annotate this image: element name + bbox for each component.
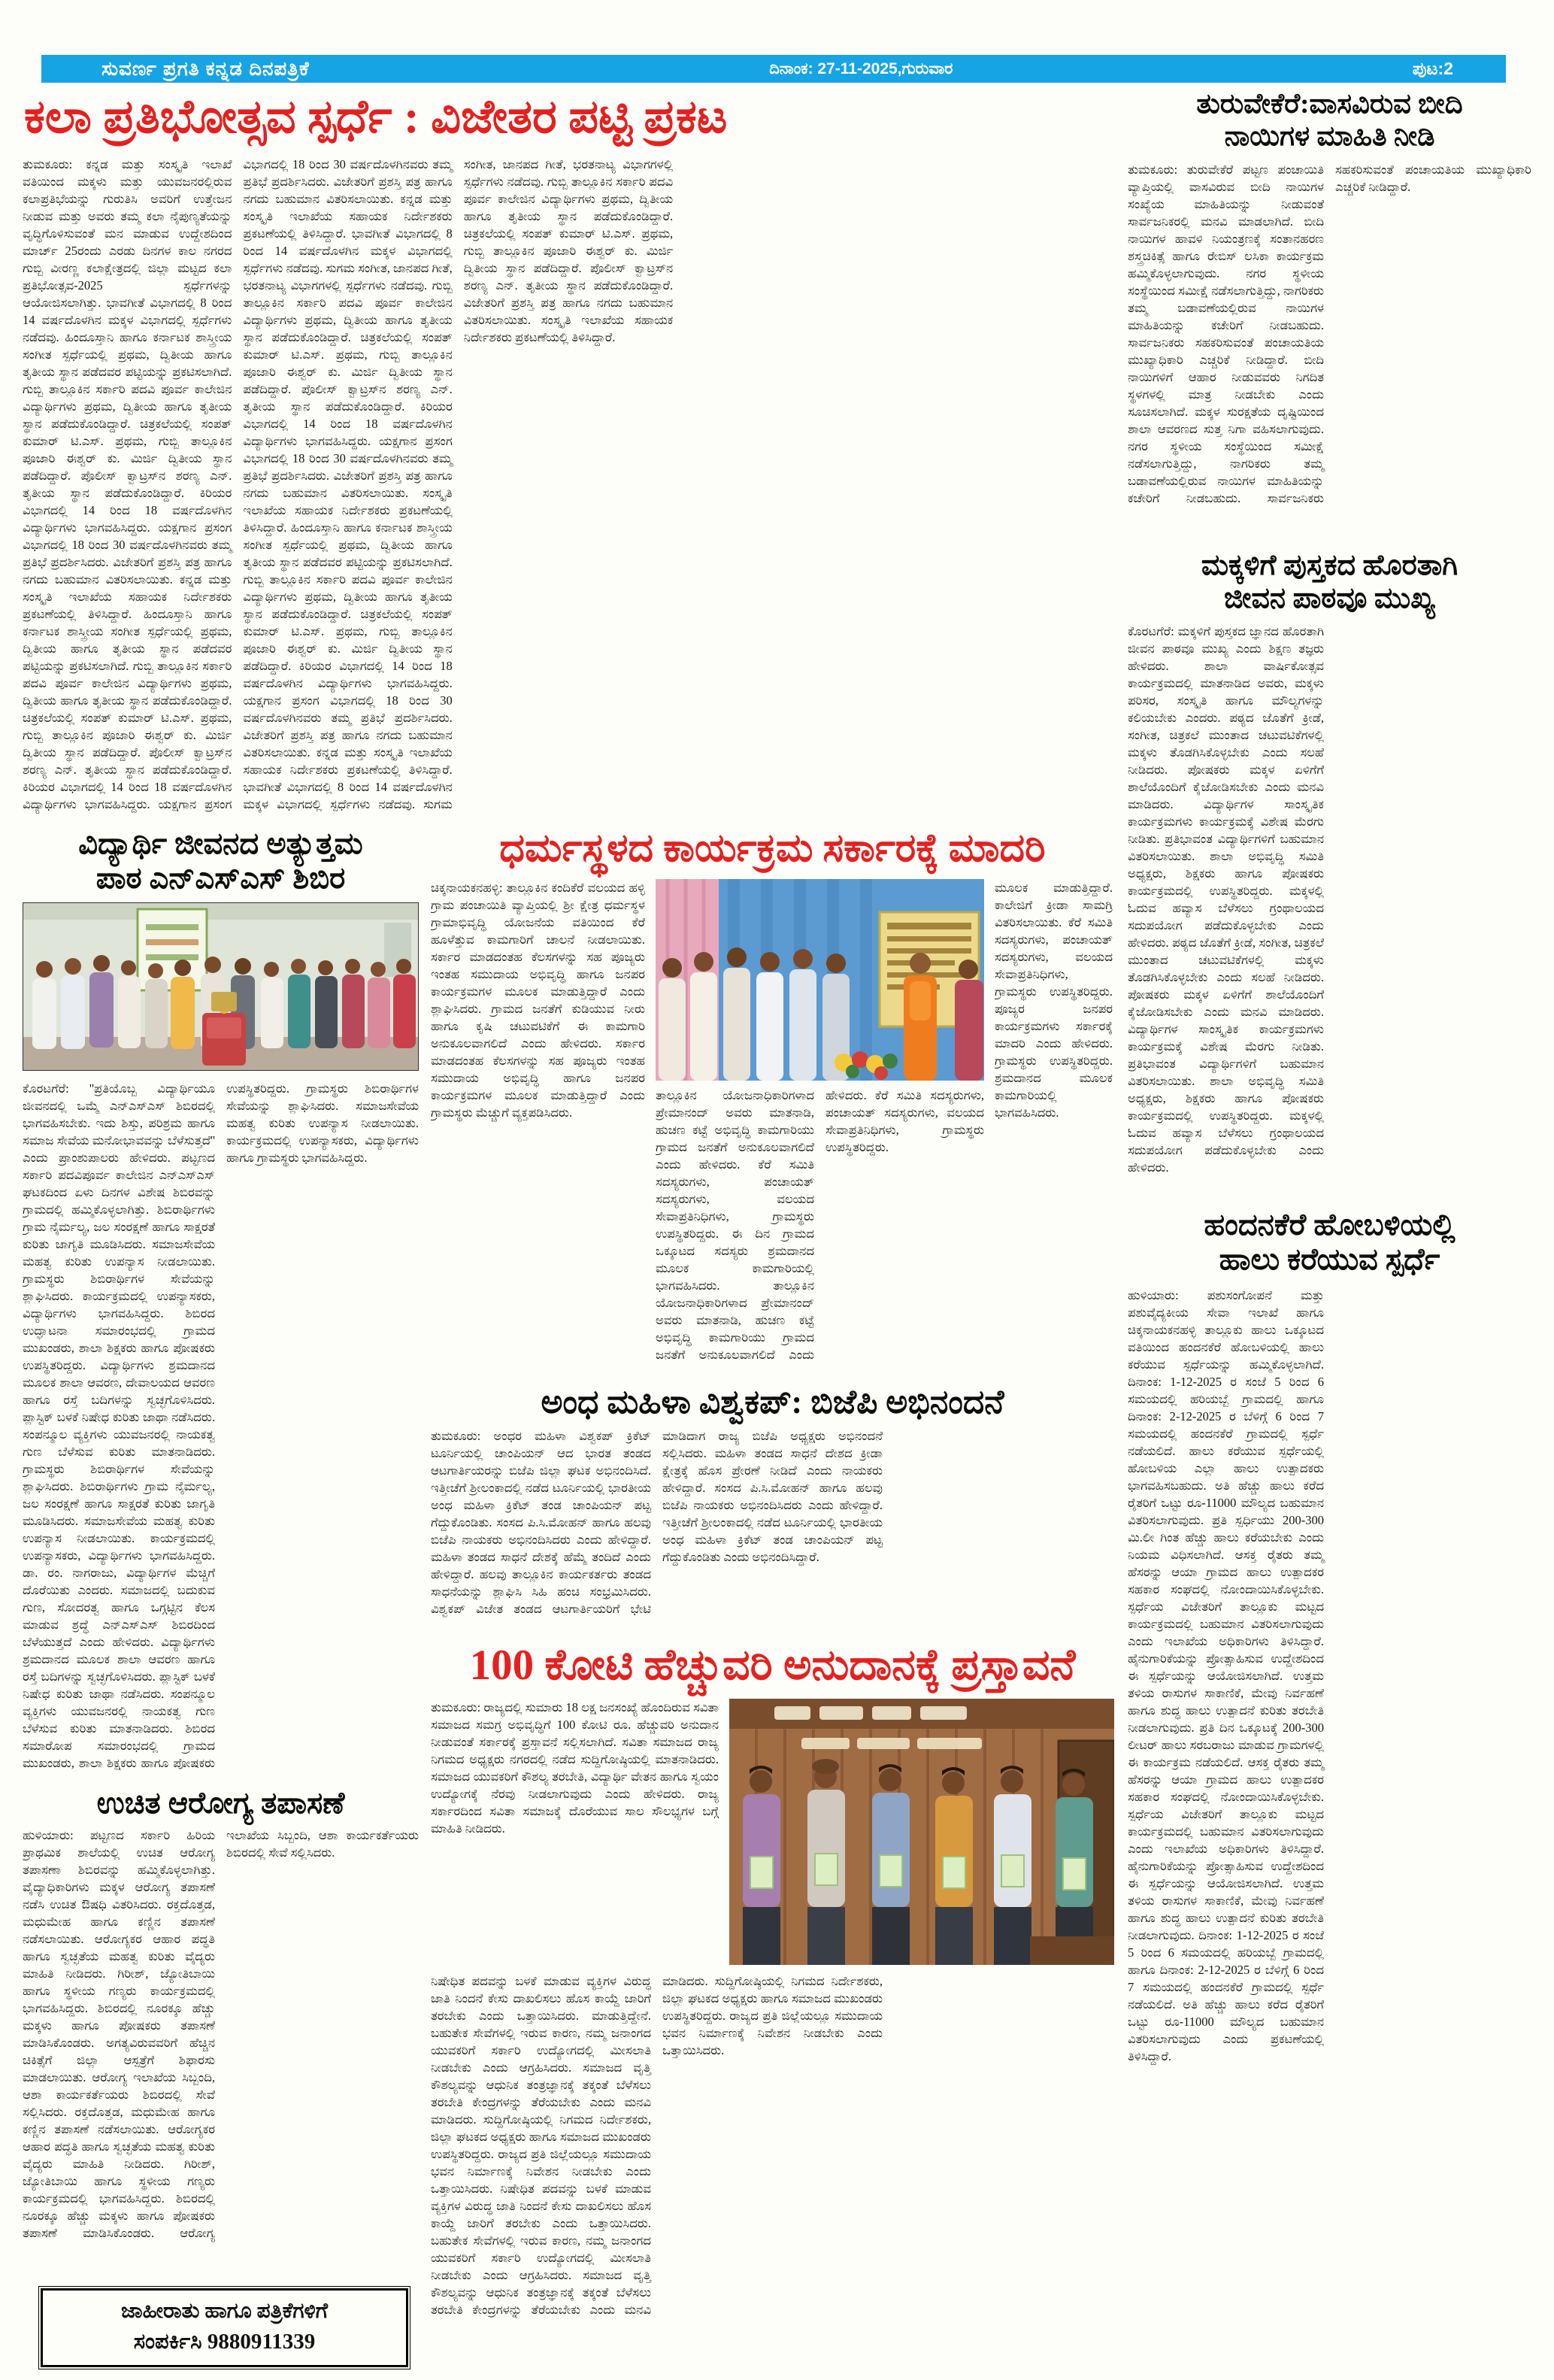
photo-dharmasthala-event — [656, 879, 984, 1081]
main-article-body: ತುಮಕೂರು: ಕನ್ನಡ ಮತ್ತು ಸಂಸ್ಕೃತಿ ಇಲಾಖೆ ವತಿಯಿಂದ ಮಕ್ಕಳು ಮತ್ತು ಯುವಜನರಲ್ಲಿರುವ ಕಲಾಪ್ರತಿಭೆಯನ್ನು ಗುರುತಿಸಿ ಅವರಿಗೆ ಉತ್ತೇಜನ ನೀಡುವ ಮತ್ತು ಅವರು ತಮ್ಮ ಕಲಾ ನೈಪುಣ್ಯತೆಯನ್ನು ವೃದ್ಧಿಗೊಳಿಸುವಂತೆ ಮನ ಮಾಡುವ ಉದ್ದೇಶದಿಂದ ಮಾರ್ಚ್ 25ರಂದು ಎರಡು ದಿನಗಳ ಕಾಲ ನಗರದ ಗುಬ್ಬಿ ವೀರಣ್ಣ ಕಲಾಕ್ಷೇತ್ರದಲ್ಲಿ ಜಿಲ್ಲಾ ಮಟ್ಟದ ಕಲಾ ಪ್ರತಿಭೋತ್ಸವ-2025 ಸ್ಪರ್ಧೆಗಳನ್ನು ಆಯೋಜಿಸಲಾಗಿತ್ತು. ಭಾವಗೀತೆ ವಿಭಾಗದಲ್ಲಿ 8 ರಿಂದ 14 ವರ್ಷದೊಳಗಿನ ಮಕ್ಕಳ ವಿಭಾಗದಲ್ಲಿ ಸ್ಪರ್ಧೆಗಳು ನಡೆದವು. ಹಿಂದೂಸ್ತಾನಿ ಹಾಗೂ ಕರ್ನಾಟಕ ಶಾಸ್ತ್ರೀಯ ಸಂಗೀತ ಸ್ಪರ್ಧೆಯಲ್ಲಿ ಪ್ರಥಮ, ದ್ವಿತೀಯ ಹಾಗೂ ತೃತೀಯ ಸ್ಥಾನ ಪಡೆದವರ ಪಟ್ಟಿಯನ್ನು ಪ್ರಕಟಿಸಲಾಗಿದೆ. ಗುಬ್ಬಿ ತಾಲ್ಲೂಕಿನ ಸರ್ಕಾರಿ ಪದವಿ ಪೂರ್ವ ಕಾಲೇಜಿನ ವಿದ್ಯಾರ್ಥಿಗಳು ಪ್ರಥಮ, ದ್ವಿತೀಯ ಹಾಗೂ ತೃತೀಯ ಸ್ಥಾನ ಪಡೆದುಕೊಂಡಿದ್ದಾರೆ. ಚಿತ್ರಕಲೆಯಲ್ಲಿ ಸಂಪತ್ ಕುಮಾರ್ ಟಿ.ಎಸ್. ಪ್ರಥಮ, ಗುಬ್ಬಿ ತಾಲ್ಲೂಕಿನ ಪೂಜಾರಿ ಈಶ್ವರ್ ಕು. ಮಿರ್ಜಿ ದ್ವಿತೀಯ ಸ್ಥಾನ ಪಡೆದಿದ್ದಾರೆ. ಪೊಲೀಸ್ ಕ್ವಾಟ್ರಸ್‌ನ ಶರಣ್ಯ ಎನ್. ತೃತೀಯ ಸ್ಥಾನ ಪಡೆದುಕೊಂಡಿದ್ದಾರೆ. ಕಿರಿಯರ ವಿಭಾಗದಲ್ಲಿ 14 ರಿಂದ 18 ವರ್ಷದೊಳಗಿನ ವಿದ್ಯಾರ್ಥಿಗಳು ಭಾಗವಹಿಸಿದ್ದರು. ಯಕ್ಷಗಾನ ಪ್ರಸಂಗ ವಿಭಾಗದಲ್ಲಿ 18 ರಿಂದ 30 ವರ್ಷದೊಳಗಿನವರು ತಮ್ಮ ಪ್ರತಿಭೆ ಪ್ರದರ್ಶಿಸಿದರು. ವಿಜೇತರಿಗೆ ಪ್ರಶಸ್ತಿ ಪತ್ರ ಹಾಗೂ ನಗದು ಬಹುಮಾನ ವಿತರಿಸಲಾಯಿತು. ಕನ್ನಡ ಮತ್ತು ಸಂಸ್ಕೃತಿ ಇಲಾಖೆಯ ಸಹಾಯಕ ನಿರ್ದೇಶಕರು ಪ್ರಕಟಣೆಯಲ್ಲಿ ತಿಳಿಸಿದ್ದಾರೆ. ಹಿಂದೂಸ್ತಾನಿ ಹಾಗೂ ಕರ್ನಾಟಕ ಶಾಸ್ತ್ರೀಯ ಸಂಗೀತ ಸ್ಪರ್ಧೆಯಲ್ಲಿ ಪ್ರಥಮ, ದ್ವಿತೀಯ ಹಾಗೂ ತೃತೀಯ ಸ್ಥಾನ ಪಡೆದವರ ಪಟ್ಟಿಯನ್ನು ಪ್ರಕಟಿಸಲಾಗಿದೆ. ಗುಬ್ಬಿ ತಾಲ್ಲೂಕಿನ ಸರ್ಕಾರಿ ಪದವಿ ಪೂರ್ವ ಕಾಲೇಜಿನ ವಿದ್ಯಾರ್ಥಿಗಳು ಪ್ರಥಮ, ದ್ವಿತೀಯ ಹಾಗೂ ತೃತೀಯ ಸ್ಥಾನ ಪಡೆದುಕೊಂಡಿದ್ದಾರೆ. ಚಿತ್ರಕಲೆಯಲ್ಲಿ ಸಂಪತ್ ಕುಮಾರ್ ಟಿ.ಎಸ್. ಪ್ರಥಮ, ಗುಬ್ಬಿ ತಾಲ್ಲೂಕಿನ ಪೂಜಾರಿ ಈಶ್ವರ್ ಕು. ಮಿರ್ಜಿ ದ್ವಿತೀಯ ಸ್ಥಾನ ಪಡೆದಿದ್ದಾರೆ. ಪೊಲೀಸ್ ಕ್ವಾಟ್ರಸ್‌ನ ಶರಣ್ಯ ಎನ್. ತೃತೀಯ ಸ್ಥಾನ ಪಡೆದುಕೊಂಡಿದ್ದಾರೆ. ಕಿರಿಯರ ವಿಭಾಗದಲ್ಲಿ 14 ರಿಂದ 18 ವರ್ಷದೊಳಗಿನ ವಿದ್ಯಾರ್ಥಿಗಳು ಭಾಗವಹಿಸಿದ್ದರು. ಯಕ್ಷಗಾನ ಪ್ರಸಂಗ ವಿಭಾಗದಲ್ಲಿ 18 ರಿಂದ 30 ವರ್ಷದೊಳಗಿನವರು ತಮ್ಮ ಪ್ರತಿಭೆ ಪ್ರದರ್ಶಿಸಿದರು. ವಿಜೇತರಿಗೆ ಪ್ರಶಸ್ತಿ ಪತ್ರ ಹಾಗೂ ನಗದು ಬಹುಮಾನ ವಿತರಿಸಲಾಯಿತು. ಕನ್ನಡ ಮತ್ತು ಸಂಸ್ಕೃತಿ ಇಲಾಖೆಯ ಸಹಾಯಕ ನಿರ್ದೇಶಕರು ಪ್ರಕಟಣೆಯಲ್ಲಿ ತಿಳಿಸಿದ್ದಾರೆ. ಭಾವಗೀತೆ ವಿಭಾಗದಲ್ಲಿ 8 ರಿಂದ 14 ವರ್ಷದೊಳಗಿನ ಮಕ್ಕಳ ವಿಭಾಗದಲ್ಲಿ ಸ್ಪರ್ಧೆಗಳು ನಡೆದವು. ಸುಗಮ ಸಂಗೀತ, ಜಾನಪದ ಗೀತೆ, ಭರತನಾಟ್ಯ ವಿಭಾಗಗಳಲ್ಲಿ ಸ್ಪರ್ಧೆಗಳು ನಡೆದವು. ಗುಬ್ಬಿ ತಾಲ್ಲೂಕಿನ ಸರ್ಕಾರಿ ಪದವಿ ಪೂರ್ವ ಕಾಲೇಜಿನ ವಿದ್ಯಾರ್ಥಿಗಳು ಪ್ರಥಮ, ದ್ವಿತೀಯ ಹಾಗೂ ತೃತೀಯ ಸ್ಥಾನ ಪಡೆದುಕೊಂಡಿದ್ದಾರೆ. ಚಿತ್ರಕಲೆಯಲ್ಲಿ ಸಂಪತ್ ಕುಮಾರ್ ಟಿ.ಎಸ್. ಪ್ರಥಮ, ಗುಬ್ಬಿ ತಾಲ್ಲೂಕಿನ ಪೂಜಾರಿ ಈಶ್ವರ್ ಕು. ಮಿರ್ಜಿ ದ್ವಿತೀಯ ಸ್ಥಾನ ಪಡೆದಿದ್ದಾರೆ. ಪೊಲೀಸ್ ಕ್ವಾಟ್ರಸ್‌ನ ಶರಣ್ಯ ಎನ್. ತೃತೀಯ ಸ್ಥಾನ ಪಡೆದುಕೊಂಡಿದ್ದಾರೆ. ಕಿರಿಯರ ವಿಭಾಗದಲ್ಲಿ 14 ರಿಂದ 18 ವರ್ಷದೊಳಗಿನ ವಿದ್ಯಾರ್ಥಿಗಳು ಭಾಗವಹಿಸಿದ್ದರು. ಯಕ್ಷಗಾನ ಪ್ರಸಂಗ ವಿಭಾಗದಲ್ಲಿ 18 ರಿಂದ 30 ವರ್ಷದೊಳಗಿನವರು ತಮ್ಮ ಪ್ರತಿಭೆ ಪ್ರದರ್ಶಿಸಿದರು. ವಿಜೇತರಿಗೆ ಪ್ರಶಸ್ತಿ ಪತ್ರ ಹಾಗೂ ನಗದು ಬಹುಮಾನ ವಿತರಿಸಲಾಯಿತು. ಸಂಸ್ಕೃತಿ ಇಲಾಖೆಯ ಸಹಾಯಕ ನಿರ್ದೇಶಕರು ಪ್ರಕಟಣೆಯಲ್ಲಿ ತಿಳಿಸಿದ್ದಾರೆ. ಹಿಂದೂಸ್ತಾನಿ ಹಾಗೂ ಕರ್ನಾಟಕ ಶಾಸ್ತ್ರೀಯ ಸಂಗೀತ ಸ್ಪರ್ಧೆಯಲ್ಲಿ ಪ್ರಥಮ, ದ್ವಿತೀಯ ಹಾಗೂ ತೃತೀಯ ಸ್ಥಾನ ಪಡೆದವರ ಪಟ್ಟಿಯನ್ನು ಪ್ರಕಟಿಸಲಾಗಿದೆ. ಗುಬ್ಬಿ ತಾಲ್ಲೂಕಿನ ಸರ್ಕಾರಿ ಪದವಿ ಪೂರ್ವ ಕಾಲೇಜಿನ ವಿದ್ಯಾರ್ಥಿಗಳು ಪ್ರಥಮ, ದ್ವಿತೀಯ ಹಾಗೂ ತೃತೀಯ ಸ್ಥಾನ ಪಡೆದುಕೊಂಡಿದ್ದಾರೆ. ಚಿತ್ರಕಲೆಯಲ್ಲಿ ಸಂಪತ್ ಕುಮಾರ್ ಟಿ.ಎಸ್. ಪ್ರಥಮ, ಗುಬ್ಬಿ ತಾಲ್ಲೂಕಿನ ಪೂಜಾರಿ ಈಶ್ವರ್ ಕು. ಮಿರ್ಜಿ ದ್ವಿತೀಯ ಸ್ಥಾನ ಪಡೆದಿದ್ದಾರೆ. ಕಿರಿಯರ ವಿಭಾಗದಲ್ಲಿ 14 ರಿಂದ 18 ವರ್ಷದೊಳಗಿನ ವಿದ್ಯಾರ್ಥಿಗಳು ಭಾಗವಹಿಸಿದ್ದರು. ಯಕ್ಷಗಾನ ಪ್ರಸಂಗ ವಿಭಾಗದಲ್ಲಿ 18 ರಿಂದ 30 ವರ್ಷದೊಳಗಿನವರು ತಮ್ಮ ಪ್ರತಿಭೆ ಪ್ರದರ್ಶಿಸಿದರು. ವಿಜೇತರಿಗೆ ಪ್ರಶಸ್ತಿ ಪತ್ರ ಹಾಗೂ ನಗದು ಬಹುಮಾನ ವಿತರಿಸಲಾಯಿತು. ಕನ್ನಡ ಮತ್ತು ಸಂಸ್ಕೃತಿ ಇಲಾಖೆಯ ಸಹಾಯಕ ನಿರ್ದೇಶಕರು ಪ್ರಕಟಣೆಯಲ್ಲಿ ತಿಳಿಸಿದ್ದಾರೆ. ಭಾವಗೀತೆ ವಿಭಾಗದಲ್ಲಿ 8 ರಿಂದ 14 ವರ್ಷದೊಳಗಿನ ಮಕ್ಕಳ ವಿಭಾಗದಲ್ಲಿ ಸ್ಪರ್ಧೆಗಳು ನಡೆದವು. ಸುಗಮ ಸಂಗೀತ, ಜಾನಪದ ಗೀತೆ, ಭರತನಾಟ್ಯ ವಿಭಾಗಗಳಲ್ಲಿ ಸ್ಪರ್ಧೆಗಳು ನಡೆದವು. ಗುಬ್ಬಿ ತಾಲ್ಲೂಕಿನ ಸರ್ಕಾರಿ ಪದವಿ ಪೂರ್ವ ಕಾಲೇಜಿನ ವಿದ್ಯಾರ್ಥಿಗಳು ಪ್ರಥಮ, ದ್ವಿತೀಯ ಹಾಗೂ ತೃತೀಯ ಸ್ಥಾನ ಪಡೆದುಕೊಂಡಿದ್ದಾರೆ. ಚಿತ್ರಕಲೆಯಲ್ಲಿ ಸಂಪತ್ ಕುಮಾರ್ ಟಿ.ಎಸ್. ಪ್ರಥಮ, ಗುಬ್ಬಿ ತಾಲ್ಲೂಕಿನ ಪೂಜಾರಿ ಈಶ್ವರ್ ಕು. ಮಿರ್ಜಿ ದ್ವಿತೀಯ ಸ್ಥಾನ ಪಡೆದಿದ್ದಾರೆ. ಪೊಲೀಸ್ ಕ್ವಾಟ್ರಸ್‌ನ ಶರಣ್ಯ ಎನ್. ತೃತೀಯ ಸ್ಥಾನ ಪಡೆದುಕೊಂಡಿದ್ದಾರೆ. ವಿಜೇತರಿಗೆ ಪ್ರಶಸ್ತಿ ಪತ್ರ ಹಾಗೂ ನಗದು ಬಹುಮಾನ ವಿತರಿಸಲಾಯಿತು. ಸಂಸ್ಕೃತಿ ಇಲಾಖೆಯ ಸಹಾಯಕ ನಿರ್ದೇಶಕರು ಪ್ರಕಟಣೆಯಲ್ಲಿ ತಿಳಿಸಿದ್ದಾರೆ. — [23, 157, 674, 812]
health-article-headline: ಉಚಿತ ಆರೋಗ್ಯ ತಪಾಸಣೆ — [96, 1785, 345, 1820]
masthead-page-number: ಪುಟ:2 — [1412, 59, 1453, 78]
masthead-bar — [41, 55, 1506, 83]
blind-cricket-body: ತುಮಕೂರು: ಅಂಧರ ಮಹಿಳಾ ವಿಶ್ವಕಪ್ ಕ್ರಿಕೆಟ್ ಟೂರ್ನಿಯಲ್ಲಿ ಚಾಂಪಿಯನ್ ಆದ ಭಾರತ ತಂಡದ ಆಟಗಾರ್ತಿಯರನ್ನು ಬಿಜೆಪಿ ಜಿಲ್ಲಾ ಘಟಕ ಅಭಿನಂದಿಸಿದೆ. ಇತ್ತೀಚೆಗೆ ಶ್ರೀಲಂಕಾದಲ್ಲಿ ನಡೆದ ಟೂರ್ನಿಯಲ್ಲಿ ಭಾರತೀಯ ಅಂಧ ಮಹಿಳಾ ಕ್ರಿಕೆಟ್ ತಂಡ ಚಾಂಪಿಯನ್ ಪಟ್ಟ ಗೆದ್ದುಕೊಂಡಿತು. ಸಂಸದ ಪಿ.ಸಿ.ಮೋಹನ್ ಹಾಗೂ ಹಲವು ಬಿಜೆಪಿ ನಾಯಕರು ಅಭಿನಂದಿಸಿದರು ಎಂದು ಹೇಳಿದ್ದಾರೆ. ಮಹಿಳಾ ತಂಡದ ಸಾಧನೆ ದೇಶಕ್ಕೆ ಹೆಮ್ಮೆ ತಂದಿದೆ ಎಂದು ಹೇಳಿದ್ದಾರೆ. ಹಲವು ತಾಲ್ಲೂಕಿನ ಕಾರ್ಯಕರ್ತರು ತಂಡದ ಸಾಧನೆಯನ್ನು ಶ್ಲಾಘಿಸಿ ಸಿಹಿ ಹಂಚಿ ಸಂಭ್ರಮಿಸಿದರು. ವಿಶ್ವಕಪ್ ವಿಜೇತ ತಂಡದ ಆಟಗಾರ್ತಿಯರಿಗೆ ಭೇಟಿ ಮಾಡಿದಾಗ ರಾಜ್ಯ ಬಿಜೆಪಿ ಅಧ್ಯಕ್ಷರು ಅಭಿನಂದನೆ ಸಲ್ಲಿಸಿದರು. ಮಹಿಳಾ ತಂಡದ ಸಾಧನೆ ದೇಶದ ಕ್ರೀಡಾ ಕ್ಷೇತ್ರಕ್ಕೆ ಹೊಸ ಪ್ರೇರಣೆ ನೀಡಿದೆ ಎಂದು ನಾಯಕರು ಹೇಳಿದ್ದಾರೆ. ಸಂಸದ ಪಿ.ಸಿ.ಮೋಹನ್ ಹಾಗೂ ಹಲವು ಬಿಜೆಪಿ ನಾಯಕರು ಅಭಿನಂದಿಸಿದರು ಎಂದು ಹೇಳಿದ್ದಾರೆ. ಇತ್ತೀಚೆಗೆ ಶ್ರೀಲಂಕಾದಲ್ಲಿ ನಡೆದ ಟೂರ್ನಿಯಲ್ಲಿ ಭಾರತೀಯ ಅಂಧ ಮಹಿಳಾ ಕ್ರಿಕೆಟ್ ತಂಡ ಚಾಂಪಿಯನ್ ಪಟ್ಟ ಗೆದ್ದುಕೊಂಡಿತು ಎಂದು ಅಭಿನಂದಿಸಿದ್ದಾರೆ. — [431, 1429, 883, 1617]
ad-box-phone: ಸಂಪರ್ಕಿಸಿ 9880911339 — [133, 2330, 316, 2354]
grant-article-headline: 100 ಕೋಟಿ ಹೆಚ್ಚುವರಿ ಅನುದಾನಕ್ಕೆ ಪ್ರಸ್ತಾವನೆ — [469, 1642, 1076, 1690]
photo-nss-camp — [23, 903, 418, 1070]
ad-box-line1: ಜಾಹೀರಾತು ಹಾಗೂ ಪತ್ರಿಕೆಗಳಿಗೆ — [120, 2300, 329, 2324]
books-article-body: ಕೊರಟಗೆರೆ: ಮಕ್ಕಳಿಗೆ ಪುಸ್ತಕದ ಜ್ಞಾನದ ಹೊರತಾಗಿ ಜೀವನ ಪಾಠವೂ ಮುಖ್ಯ ಎಂದು ಶಿಕ್ಷಣ ತಜ್ಞರು ಹೇಳಿದರು. ಶಾಲಾ ವಾರ್ಷಿಕೋತ್ಸವ ಕಾರ್ಯಕ್ರಮದಲ್ಲಿ ಮಾತನಾಡಿದ ಅವರು, ಮಕ್ಕಳು ಪರಿಸರ, ಸಂಸ್ಕೃತಿ ಹಾಗೂ ಮೌಲ್ಯಗಳನ್ನು ಕಲಿಯಬೇಕು ಎಂದರು. ಪಠ್ಯದ ಜೊತೆಗೆ ಕ್ರೀಡೆ, ಸಂಗೀತ, ಚಿತ್ರಕಲೆ ಮುಂತಾದ ಚಟುವಟಿಕೆಗಳಲ್ಲಿ ಮಕ್ಕಳು ತೊಡಗಿಸಿಕೊಳ್ಳಬೇಕು ಎಂದು ಸಲಹೆ ನೀಡಿದರು. ಪೋಷಕರು ಮಕ್ಕಳ ಏಳಿಗೆಗೆ ಶಾಲೆಯೊಂದಿಗೆ ಕೈಜೋಡಿಸಬೇಕು ಎಂದು ಮನವಿ ಮಾಡಿದರು. ವಿದ್ಯಾರ್ಥಿಗಳ ಸಾಂಸ್ಕೃತಿಕ ಕಾರ್ಯಕ್ರಮಗಳು ಕಾರ್ಯಕ್ರಮಕ್ಕೆ ವಿಶೇಷ ಮೆರಗು ನೀಡಿತು. ಪ್ರತಿಭಾವಂತ ವಿದ್ಯಾರ್ಥಿಗಳಿಗೆ ಬಹುಮಾನ ವಿತರಿಸಲಾಯಿತು. ಶಾಲಾ ಅಭಿವೃದ್ಧಿ ಸಮಿತಿ ಅಧ್ಯಕ್ಷರು, ಶಿಕ್ಷಕರು ಹಾಗೂ ಪೋಷಕರು ಕಾರ್ಯಕ್ರಮದಲ್ಲಿ ಉಪಸ್ಥಿತರಿದ್ದರು. ಮಕ್ಕಳಲ್ಲಿ ಓದುವ ಹವ್ಯಾಸ ಬೆಳೆಸಲು ಗ್ರಂಥಾಲಯದ ಸದುಪಯೋಗ ಪಡೆದುಕೊಳ್ಳಬೇಕು ಎಂದು ಹೇಳಿದರು. ಪಠ್ಯದ ಜೊತೆಗೆ ಕ್ರೀಡೆ, ಸಂಗೀತ, ಚಿತ್ರಕಲೆ ಮುಂತಾದ ಚಟುವಟಿಕೆಗಳಲ್ಲಿ ಮಕ್ಕಳು ತೊಡಗಿಸಿಕೊಳ್ಳಬೇಕು ಎಂದು ಸಲಹೆ ನೀಡಿದರು. ಪೋಷಕರು ಮಕ್ಕಳ ಏಳಿಗೆಗೆ ಶಾಲೆಯೊಂದಿಗೆ ಕೈಜೋಡಿಸಬೇಕು ಎಂದು ಮನವಿ ಮಾಡಿದರು. ವಿದ್ಯಾರ್ಥಿಗಳ ಸಾಂಸ್ಕೃತಿಕ ಕಾರ್ಯಕ್ರಮಗಳು ಕಾರ್ಯಕ್ರಮಕ್ಕೆ ವಿಶೇಷ ಮೆರಗು ನೀಡಿತು. ಪ್ರತಿಭಾವಂತ ವಿದ್ಯಾರ್ಥಿಗಳಿಗೆ ಬಹುಮಾನ ವಿತರಿಸಲಾಯಿತು. ಶಾಲಾ ಅಭಿವೃದ್ಧಿ ಸಮಿತಿ ಅಧ್ಯಕ್ಷರು, ಶಿಕ್ಷಕರು ಹಾಗೂ ಪೋಷಕರು ಕಾರ್ಯಕ್ರಮದಲ್ಲಿ ಉಪಸ್ಥಿತರಿದ್ದರು. ಮಕ್ಕಳಲ್ಲಿ ಓದುವ ಹವ್ಯಾಸ ಬೆಳೆಸಲು ಗ್ರಂಥಾಲಯದ ಸದುಪಯೋಗ ಪಡೆದುಕೊಳ್ಳಬೇಕು ಎಂದು ಹೇಳಿದರು. — [1128, 623, 1324, 1175]
advertisement-contact-box — [41, 2288, 408, 2367]
paper-name: ಸುವರ್ಣ ಪ್ರಗತಿ ಕನ್ನಡ ದಿನಪತ್ರಿಕೆ — [101, 56, 310, 80]
right-rail — [1128, 89, 1531, 2367]
nss-article — [23, 826, 419, 2367]
photo-savita-samaj-press-meet — [729, 1699, 1114, 1965]
grant-body-left: ತುಮಕೂರು: ರಾಜ್ಯದಲ್ಲಿ ಸುಮಾರು 18 ಲಕ್ಷ ಜನಸಂಖ್ಯೆ ಹೊಂದಿರುವ ಸವಿತಾ ಸಮಾಜದ ಸಮಗ್ರ ಅಭಿವೃದ್ಧಿಗೆ 100 ಕೋಟಿ ರೂ. ಹೆಚ್ಚುವರಿ ಅನುದಾನ ನೀಡುವಂತೆ ಸರ್ಕಾರಕ್ಕೆ ಪ್ರಸ್ತಾವನೆ ಸಲ್ಲಿಸಲಾಗಿದೆ. ಸವಿತಾ ಸಮಾಜದ ರಾಜ್ಯ ನಿಗಮದ ಅಧ್ಯಕ್ಷರು ನಗರದಲ್ಲಿ ನಡೆದ ಸುದ್ದಿಗೋಷ್ಠಿಯಲ್ಲಿ ಮಾತನಾಡಿದರು. ಸಮಾಜದ ಯುವಕರಿಗೆ ಕೌಶಲ್ಯ ತರಬೇತಿ, ವಿದ್ಯಾರ್ಥಿ ವೇತನ ಹಾಗೂ ಸ್ವಯಂ ಉದ್ಯೋಗಕ್ಕೆ ನೆರವು ನೀಡಲಾಗುವುದು ಎಂದು ಹೇಳಿದರು. ರಾಜ್ಯ ಸರ್ಕಾರದಿಂದ ಸವಿತಾ ಸಮಾಜಕ್ಕೆ ದೊರೆಯುವ ಸಾಲ ಸೌಲಭ್ಯಗಳ ಬಗ್ಗೆ ಮಾಹಿತಿ ನೀಡಿದರು. — [431, 1699, 719, 1836]
dharmasthala-body-mid: ತಾಲ್ಲೂಕಿನ ಯೋಜನಾಧಿಕಾರಿಗಳಾದ ಪ್ರೇಮಾನಂದ್ ಅವರು ಮಾತನಾಡಿ, ಹುಚಣ ಕಟ್ಟೆ ಅಭಿವೃದ್ಧಿ ಕಾಮಗಾರಿಯು ಗ್ರಾಮದ ಜನತೆಗೆ ಅನುಕೂಲವಾಗಲಿದೆ ಎಂದು ಹೇಳಿದರು. ಕೆರೆ ಸಮಿತಿ ಸದಸ್ಯರುಗಳು, ಪಂಚಾಯತ್ ಸದಸ್ಯರುಗಳು, ವಲಯದ ಸೇವಾಪ್ರತಿನಿಧಿಗಳು, ಗ್ರಾಮಸ್ಥರು ಉಪಸ್ಥಿತರಿದ್ದರು. ಈ ದಿನ ಗ್ರಾಮದ ಒಕ್ಕೂಟದ ಸದಸ್ಯರು ಶ್ರಮದಾನದ ಮೂಲಕ ಕಾಮಗಾರಿಯಲ್ಲಿ ಭಾಗವಹಿಸಿದರು. ತಾಲ್ಲೂಕಿನ ಯೋಜನಾಧಿಕಾರಿಗಳಾದ ಪ್ರೇಮಾನಂದ್ ಅವರು ಮಾತನಾಡಿ, ಹುಚಣ ಕಟ್ಟೆ ಅಭಿವೃದ್ಧಿ ಕಾಮಗಾರಿಯು ಗ್ರಾಮದ ಜನತೆಗೆ ಅನುಕೂಲವಾಗಲಿದೆ ಎಂದು ಹೇಳಿದರು. ಕೆರೆ ಸಮಿತಿ ಸದಸ್ಯರುಗಳು, ಪಂಚಾಯತ್ ಸದಸ್ಯರುಗಳು, ವಲಯದ ಸೇವಾಪ್ರತಿನಿಧಿಗಳು, ಗ್ರಾಮಸ್ಥರು ಉಪಸ್ಥಿತರಿದ್ದರು. — [656, 1088, 984, 1363]
dogs-article-body: ತುಮಕೂರು: ತುರುವೇಕೆರೆ ಪಟ್ಟಣ ಪಂಚಾಯಿತಿ ವ್ಯಾಪ್ತಿಯಲ್ಲಿ ವಾಸವಿರುವ ಬೀದಿ ನಾಯಿಗಳ ಸಂಖ್ಯೆಯ ಮಾಹಿತಿಯನ್ನು ನೀಡುವಂತೆ ಸಾರ್ವಜನಿಕರಲ್ಲಿ ಮನವಿ ಮಾಡಲಾಗಿದೆ. ಬೀದಿ ನಾಯಿಗಳ ಹಾವಳಿ ನಿಯಂತ್ರಣಕ್ಕೆ ಸಂತಾನಹರಣ ಶಸ್ತ್ರಚಿಕಿತ್ಸೆ ಹಾಗೂ ರೇಬಿಸ್ ಲಸಿಕಾ ಕಾರ್ಯಕ್ರಮ ಹಮ್ಮಿಕೊಳ್ಳಲಾಗುವುದು. ನಗರ ಸ್ಥಳೀಯ ಸಂಸ್ಥೆಯಿಂದ ಸಮೀಕ್ಷೆ ನಡೆಸಲಾಗುತ್ತಿದ್ದು, ನಾಗರಿಕರು ತಮ್ಮ ಬಡಾವಣೆಯಲ್ಲಿರುವ ನಾಯಿಗಳ ಮಾಹಿತಿಯನ್ನು ಕಚೇರಿಗೆ ನೀಡಬಹುದು. ಸಾರ್ವಜನಿಕರು ಸಹಕರಿಸುವಂತೆ ಪಂಚಾಯತಿಯ ಮುಖ್ಯಾಧಿಕಾರಿ ಎಚ್ಚರಿಕೆ ನೀಡಿದ್ದಾರೆ. ಬೀದಿ ನಾಯಿಗಳಿಗೆ ಆಹಾರ ನೀಡುವವರು ನಿಗದಿತ ಸ್ಥಳಗಳಲ್ಲಿ ಮಾತ್ರ ನೀಡಬೇಕು ಎಂದು ಸೂಚಿಸಲಾಗಿದೆ. ಮಕ್ಕಳ ಸುರಕ್ಷತೆಯ ದೃಷ್ಟಿಯಿಂದ ಶಾಲಾ ಆವರಣದ ಸುತ್ತ ನಿಗಾ ವಹಿಸಲಾಗುವುದು. ನಗರ ಸ್ಥಳೀಯ ಸಂಸ್ಥೆಯಿಂದ ಸಮೀಕ್ಷೆ ನಡೆಸಲಾಗುತ್ತಿದ್ದು, ನಾಗರಿಕರು ತಮ್ಮ ಬಡಾವಣೆಯಲ್ಲಿರುವ ನಾಯಿಗಳ ಮಾಹಿತಿಯನ್ನು ಕಚೇರಿಗೆ ನೀಡಬಹುದು. ಸಾರ್ವಜನಿಕರು ಸಹಕರಿಸುವಂತೆ ಪಂಚಾಯತಿಯ ಮುಖ್ಯಾಧಿಕಾರಿ ಎಚ್ಚರಿಕೆ ನೀಡಿದ್ದಾರೆ. — [1128, 162, 1531, 505]
milk-article-headline: ಹಂದನಕೆರೆ ಹೋಬಳಿಯಲ್ಲಿ ಹಾಲು ಕರೆಯುವ ಸ್ಪರ್ಧೆ — [1204, 1207, 1456, 1277]
left-region — [23, 89, 1114, 2367]
grant-article-top — [431, 1699, 1114, 1965]
center-strip — [431, 826, 1114, 2367]
dharmasthala-body-right: ಮೂಲಕ ಮಾಡುತ್ತಿದ್ದಾರೆ. ಕಾಲೇಜಿಗೆ ಕ್ರೀಡಾ ಸಾಮಗ್ರಿ ವಿತರಿಸಲಾಯಿತು. ಕೆರೆ ಸಮಿತಿ ಸದಸ್ಯರುಗಳು, ಪಂಚಾಯತ್ ಸದಸ್ಯರುಗಳು, ವಲಯದ ಸೇವಾಪ್ರತಿನಿಧಿಗಳು, ಗ್ರಾಮಸ್ಥರು ಉಪಸ್ಥಿತರಿದ್ದರು. ಪೂಜ್ಯರ ಜನಪರ ಕಾರ್ಯಕ್ರಮಗಳು ಸರ್ಕಾರಕ್ಕೆ ಮಾದರಿ ಎಂದು ಹೇಳಿದರು. ಗ್ರಾಮಸ್ಥರು ಉಪಸ್ಥಿತರಿದ್ದರು. ಶ್ರಮದಾನದ ಮೂಲಕ ಕಾಮಗಾರಿಯಲ್ಲಿ ಭಾಗವಹಿಸಿದರು. — [995, 881, 1113, 1120]
dharmasthala-article — [431, 879, 1114, 1372]
main-article-headline: ಕಲಾ ಪ್ರತಿಭೋತ್ಸವ ಸ್ಪರ್ಧೆ : ವಿಜೇತರ ಪಟ್ಟಿ ಪ್ರಕಟ — [24, 92, 728, 143]
nss-article-body: ಕೊರಟಗೆರೆ: ''ಪ್ರತಿಯೊಬ್ಬ ವಿದ್ಯಾರ್ಥಿಯೂ ಜೀವನದಲ್ಲಿ ಒಮ್ಮೆ ಎನ್‌ಎಸ್‌ಎಸ್ ಶಿಬಿರದಲ್ಲಿ ಭಾಗವಹಿಸಬೇಕು. ಇದು ಶಿಸ್ತು, ಪರಿಶ್ರಮ ಹಾಗೂ ಸಮಾಜ ಸೇವೆಯ ಮನೋಭಾವವನ್ನು ಬೆಳೆಸುತ್ತದೆ'' ಎಂದು ಪ್ರಾಂಶುಪಾಲರು ಹೇಳಿದರು. ಪಟ್ಟಣದ ಸರ್ಕಾರಿ ಪದವಿಪೂರ್ವ ಕಾಲೇಜಿನ ಎನ್‌ಎಸ್‌ಎಸ್ ಘಟಕದಿಂದ ಏಳು ದಿನಗಳ ವಿಶೇಷ ಶಿಬಿರವನ್ನು ಗ್ರಾಮದಲ್ಲಿ ಹಮ್ಮಿಕೊಳ್ಳಲಾಗಿತ್ತು. ಶಿಬಿರಾರ್ಥಿಗಳು ಗ್ರಾಮ ನೈರ್ಮಲ್ಯ, ಜಲ ಸಂರಕ್ಷಣೆ ಹಾಗೂ ಸಾಕ್ಷರತೆ ಕುರಿತು ಜಾಗೃತಿ ಮೂಡಿಸಿದರು. ಸಮಾಜಸೇವೆಯ ಮಹತ್ವ ಕುರಿತು ಉಪನ್ಯಾಸ ನೀಡಲಾಯಿತು. ಗ್ರಾಮಸ್ಥರು ಶಿಬಿರಾರ್ಥಿಗಳ ಸೇವೆಯನ್ನು ಶ್ಲಾಘಿಸಿದರು. ಕಾರ್ಯಕ್ರಮದಲ್ಲಿ ಉಪನ್ಯಾಸಕರು, ವಿದ್ಯಾರ್ಥಿಗಳು ಭಾಗವಹಿಸಿದ್ದರು. ಶಿಬಿರದ ಉದ್ಘಾಟನಾ ಸಮಾರಂಭದಲ್ಲಿ ಗ್ರಾಮದ ಮುಖಂಡರು, ಶಾಲಾ ಶಿಕ್ಷಕರು ಹಾಗೂ ಪೋಷಕರು ಉಪಸ್ಥಿತರಿದ್ದರು. ವಿದ್ಯಾರ್ಥಿಗಳು ಶ್ರಮದಾನದ ಮೂಲಕ ಶಾಲಾ ಆವರಣ, ದೇವಾಲಯದ ಆವರಣ ಹಾಗೂ ರಸ್ತೆ ಬದಿಗಳನ್ನು ಸ್ವಚ್ಛಗೊಳಿಸಿದರು. ಪ್ಲಾಸ್ಟಿಕ್ ಬಳಕೆ ನಿಷೇಧ ಕುರಿತು ಜಾಥಾ ನಡೆಸಿದರು. ಸಂಪನ್ಮೂಲ ವ್ಯಕ್ತಿಗಳು ಯುವಜನರಲ್ಲಿ ನಾಯಕತ್ವ ಗುಣ ಬೆಳೆಸುವ ಕುರಿತು ಮಾತನಾಡಿದರು. ಗ್ರಾಮಸ್ಥರು ಶಿಬಿರಾರ್ಥಿಗಳ ಸೇವೆಯನ್ನು ಶ್ಲಾಘಿಸಿದರು. ಶಿಬಿರಾರ್ಥಿಗಳು ಗ್ರಾಮ ನೈರ್ಮಲ್ಯ, ಜಲ ಸಂರಕ್ಷಣೆ ಹಾಗೂ ಸಾಕ್ಷರತೆ ಕುರಿತು ಜಾಗೃತಿ ಮೂಡಿಸಿದರು. ಸಮಾಜಸೇವೆಯ ಮಹತ್ವ ಕುರಿತು ಉಪನ್ಯಾಸ ನೀಡಲಾಯಿತು. ಕಾರ್ಯಕ್ರಮದಲ್ಲಿ ಉಪನ್ಯಾಸಕರು, ವಿದ್ಯಾರ್ಥಿಗಳು ಭಾಗವಹಿಸಿದ್ದರು. ಡಾ. ರಂ. ನಾಗರಾಜು, ವಿದ್ಯಾರ್ಥಿಗಳ ಮೆಚ್ಚಿಗೆ ದೊರೆಯಿತು ಎಂದರು. ಸಮಾಜದಲ್ಲಿ ಬದುಕುವ ಗುಣ, ಸೋದರತ್ವ ಹಾಗೂ ಒಗ್ಗಟ್ಟಿನ ಕೆಲಸ ಮಾಡುವ ಶ್ರದ್ಧೆ ಎನ್‌ಎಸ್‌ಎಸ್ ಶಿಬಿರದಿಂದ ಬೆಳೆಯುತ್ತದೆ ಎಂದು ಹೇಳಿದರು. ವಿದ್ಯಾರ್ಥಿಗಳು ಶ್ರಮದಾನದ ಮೂಲಕ ಶಾಲಾ ಆವರಣ ಹಾಗೂ ರಸ್ತೆ ಬದಿಗಳನ್ನು ಸ್ವಚ್ಛಗೊಳಿಸಿದರು. ಪ್ಲಾಸ್ಟಿಕ್ ಬಳಕೆ ನಿಷೇಧ ಕುರಿತು ಜಾಥಾ ನಡೆಸಿದರು. ಸಂಪನ್ಮೂಲ ವ್ಯಕ್ತಿಗಳು ಯುವಜನರಲ್ಲಿ ನಾಯಕತ್ವ ಗುಣ ಬೆಳೆಸುವ ಕುರಿತು ಮಾತನಾಡಿದರು. ಶಿಬಿರದ ಸಮಾರೋಪ ಸಮಾರಂಭದಲ್ಲಿ ಗ್ರಾಮದ ಮುಖಂಡರು, ಶಾಲಾ ಶಿಕ್ಷಕರು ಹಾಗೂ ಪೋಷಕರು ಉಪಸ್ಥಿತರಿದ್ದರು. ಗ್ರಾಮಸ್ಥರು ಶಿಬಿರಾರ್ಥಿಗಳ ಸೇವೆಯನ್ನು ಶ್ಲಾಘಿಸಿದರು. ಸಮಾಜಸೇವೆಯ ಮಹತ್ವ ಕುರಿತು ಉಪನ್ಯಾಸ ನೀಡಲಾಯಿತು. ಕಾರ್ಯಕ್ರಮದಲ್ಲಿ ಉಪನ್ಯಾಸಕರು, ವಿದ್ಯಾರ್ಥಿಗಳು ಹಾಗೂ ಗ್ರಾಮಸ್ಥರು ಭಾಗವಹಿಸಿದ್ದರು. — [23, 1081, 419, 1770]
dogs-article-headline: ತುರುವೇಕೆರೆ:ವಾಸವಿರುವ ಬೀದಿ ನಾಯಿಗಳ ಮಾಹಿತಿ ನೀಡಿ — [1196, 89, 1463, 152]
masthead-date: ದಿನಾಂಕ: 27-11-2025,ಗುರುವಾರ — [769, 59, 953, 77]
nss-article-headline: ವಿದ್ಯಾರ್ಥಿ ಜೀವನದ ಅತ್ಯುತ್ತಮ ಪಾಠ ಎನ್‌ಎಸ್‌ಎಸ್ ಶಿಬಿರ — [78, 826, 363, 896]
dharmasthala-body-left: ಚಿಕ್ಕನಾಯಕನಹಳ್ಳಿ: ತಾಲ್ಲೂಕಿನ ಕಂದಿಕೆರೆ ವಲಯದ ಹಳ್ಳಿ ಗ್ರಾಮ ಪಂಚಾಯಿತಿ ವ್ಯಾಪ್ತಿಯಲ್ಲಿ ಶ್ರೀ ಕ್ಷೇತ್ರ ಧರ್ಮಸ್ಥಳ ಗ್ರಾಮಾಭಿವೃದ್ಧಿ ಯೋಜನೆಯ ವತಿಯಿಂದ ಕೆರೆ ಹೂಳೆತ್ತುವ ಕಾಮಗಾರಿಗೆ ಚಾಲನೆ ನೀಡಲಾಯಿತು. ಸರ್ಕಾರ ಮಾಡದಂತಹ ಕೆಲಸಗಳನ್ನು ಸಹ ಪೂಜ್ಯರು ಇಂತಹ ಸಮುದಾಯ ಅಭಿವೃದ್ಧಿ ಹಾಗೂ ಜನಪರ ಕಾರ್ಯಕ್ರಮಗಳ ಮೂಲಕ ಮಾಡುತ್ತಿದ್ದಾರೆ ಎಂದು ಶ್ಲಾಘಿಸಿದರು. ಗ್ರಾಮದ ಜನತೆಗೆ ಕುಡಿಯುವ ನೀರು ಹಾಗೂ ಕೃಷಿ ಚಟುವಟಿಕೆಗೆ ಈ ಕಾಮಗಾರಿ ಅನುಕೂಲವಾಗಲಿದೆ ಎಂದು ಹೇಳಿದರು. ಸರ್ಕಾರ ಮಾಡದಂತಹ ಕೆಲಸಗಳನ್ನು ಸಹ ಪೂಜ್ಯರು ಇಂತಹ ಸಮುದಾಯ ಅಭಿವೃದ್ಧಿ ಹಾಗೂ ಜನಪರ ಕಾರ್ಯಕ್ರಮಗಳ ಮೂಲಕ ಮಾಡುತ್ತಿದ್ದಾರೆ ಎಂದು ಗ್ರಾಮಸ್ಥರು ಮೆಚ್ಚುಗೆ ವ್ಯಕ್ತಪಡಿಸಿದರು. — [431, 881, 645, 1120]
health-article-body: ಹುಳಿಯಾರು: ಪಟ್ಟಣದ ಸರ್ಕಾರಿ ಹಿರಿಯ ಪ್ರಾಥಮಿಕ ಶಾಲೆಯಲ್ಲಿ ಉಚಿತ ಆರೋಗ್ಯ ತಪಾಸಣಾ ಶಿಬಿರವನ್ನು ಹಮ್ಮಿಕೊಳ್ಳಲಾಗಿತ್ತು. ವೈದ್ಯಾಧಿಕಾರಿಗಳು ಮಕ್ಕಳ ಆರೋಗ್ಯ ತಪಾಸಣೆ ನಡೆಸಿ ಉಚಿತ ಔಷಧಿ ವಿತರಿಸಿದರು. ರಕ್ತದೊತ್ತಡ, ಮಧುಮೇಹ ಹಾಗೂ ಕಣ್ಣಿನ ತಪಾಸಣೆ ನಡೆಸಲಾಯಿತು. ಆರೋಗ್ಯಕರ ಆಹಾರ ಪದ್ಧತಿ ಹಾಗೂ ಸ್ವಚ್ಛತೆಯ ಮಹತ್ವ ಕುರಿತು ವೈದ್ಯರು ಮಾಹಿತಿ ನೀಡಿದರು. ಗಿರೀಶ್, ಜ್ಯೋತಿಬಾಯಿ ಹಾಗೂ ಸ್ಥಳೀಯ ಗಣ್ಯರು ಕಾರ್ಯಕ್ರಮದಲ್ಲಿ ಭಾಗವಹಿಸಿದ್ದರು. ಶಿಬಿರದಲ್ಲಿ ನೂರಕ್ಕೂ ಹೆಚ್ಚು ಮಕ್ಕಳು ಹಾಗೂ ಪೋಷಕರು ತಪಾಸಣೆ ಮಾಡಿಸಿಕೊಂಡರು. ಅಗತ್ಯವಿರುವವರಿಗೆ ಹೆಚ್ಚಿನ ಚಿಕಿತ್ಸೆಗೆ ಜಿಲ್ಲಾ ಆಸ್ಪತ್ರೆಗೆ ಶಿಫಾರಸು ಮಾಡಲಾಯಿತು. ಆರೋಗ್ಯ ಇಲಾಖೆಯ ಸಿಬ್ಬಂದಿ, ಆಶಾ ಕಾರ್ಯಕರ್ತೆಯರು ಶಿಬಿರದಲ್ಲಿ ಸೇವೆ ಸಲ್ಲಿಸಿದರು. ರಕ್ತದೊತ್ತಡ, ಮಧುಮೇಹ ಹಾಗೂ ಕಣ್ಣಿನ ತಪಾಸಣೆ ನಡೆಸಲಾಯಿತು. ಆರೋಗ್ಯಕರ ಆಹಾರ ಪದ್ಧತಿ ಹಾಗೂ ಸ್ವಚ್ಛತೆಯ ಮಹತ್ವ ಕುರಿತು ವೈದ್ಯರು ಮಾಹಿತಿ ನೀಡಿದರು. ಗಿರೀಶ್, ಜ್ಯೋತಿಬಾಯಿ ಹಾಗೂ ಸ್ಥಳೀಯ ಗಣ್ಯರು ಕಾರ್ಯಕ್ರಮದಲ್ಲಿ ಭಾಗವಹಿಸಿದ್ದರು. ಶಿಬಿರದಲ್ಲಿ ನೂರಕ್ಕೂ ಹೆಚ್ಚು ಮಕ್ಕಳು ಹಾಗೂ ಪೋಷಕರು ತಪಾಸಣೆ ಮಾಡಿಸಿಕೊಂಡರು. ಆರೋಗ್ಯ ಇಲಾಖೆಯ ಸಿಬ್ಬಂದಿ, ಆಶಾ ಕಾರ್ಯಕರ್ತೆಯರು ಶಿಬಿರದಲ್ಲಿ ಸೇವೆ ಸಲ್ಲಿಸಿದರು. — [23, 1828, 419, 2241]
books-article-headline: ಮಕ್ಕಳಿಗೆ ಪುಸ್ತಕದ ಹೊರತಾಗಿ ಜೀವನ ಪಾಠವೂ ಮುಖ್ಯ — [1201, 549, 1459, 614]
milk-article-body: ಹುಳಿಯಾರು: ಪಶುಸಂಗೋಪನೆ ಮತ್ತು ಪಶುವೈದ್ಯಕೀಯ ಸೇವಾ ಇಲಾಖೆ ಹಾಗೂ ಚಿಕ್ಕನಾಯಕನಹಳ್ಳಿ ತಾಲ್ಲೂಕು ಹಾಲು ಒಕ್ಕೂಟದ ವತಿಯಿಂದ ಹಂದನಕೆರೆ ಹೋಬಳಿಯಲ್ಲಿ ಹಾಲು ಕರೆಯುವ ಸ್ಪರ್ಧೆಯನ್ನು ಹಮ್ಮಿಕೊಳ್ಳಲಾಗಿದೆ. ದಿನಾಂಕ: 1-12-2025 ರ ಸಂಜೆ 5 ರಿಂದ 6 ಸಮಯದಲ್ಲಿ ಹರಿಯಬ್ಬೆ ಗ್ರಾಮದಲ್ಲಿ ಹಾಗೂ ದಿನಾಂಕ: 2-12-2025 ರ ಬೆಳಿಗ್ಗೆ 6 ರಿಂದ 7 ಸಮಯದಲ್ಲಿ ಹಂದನಕೆರೆ ಗ್ರಾಮದಲ್ಲಿ ಸ್ಪರ್ಧೆ ನಡೆಯಲಿದೆ. ಹಾಲು ಕರೆಯುವ ಸ್ಪರ್ಧೆಯಲ್ಲಿ ಹೋಬಳಿಯ ಎಲ್ಲಾ ಹಾಲು ಉತ್ಪಾದಕರು ಭಾಗವಹಿಸಬಹುದು. ಅತಿ ಹೆಚ್ಚು ಹಾಲು ಕರೆದ ರೈತರಿಗೆ ಒಟ್ಟು ರೂ-11000 ಮೌಲ್ಯದ ಬಹುಮಾನ ವಿತರಿಸಲಾಗುವುದು. ಪ್ರತಿ ಸ್ಪರ್ಧಿಯು 200-300 ಮಿ.ಲೀ ಗಿಂತ ಹೆಚ್ಚು ಹಾಲು ಕರೆಯಬೇಕು ಎಂದು ನಿಯಮ ವಿಧಿಸಲಾಗಿದೆ. ಆಸಕ್ತ ರೈತರು ತಮ್ಮ ಹೆಸರನ್ನು ಆಯಾ ಗ್ರಾಮದ ಹಾಲು ಉತ್ಪಾದಕರ ಸಹಕಾರ ಸಂಘದಲ್ಲಿ ನೋಂದಾಯಿಸಿಕೊಳ್ಳಬೇಕು. ಸ್ಪರ್ಧೆಯ ವಿಜೇತರಿಗೆ ತಾಲ್ಲೂಕು ಮಟ್ಟದ ಕಾರ್ಯಕ್ರಮದಲ್ಲಿ ಬಹುಮಾನ ವಿತರಿಸಲಾಗುವುದು ಎಂದು ಇಲಾಖೆಯ ಅಧಿಕಾರಿಗಳು ತಿಳಿಸಿದ್ದಾರೆ. ಹೈನುಗಾರಿಕೆಯನ್ನು ಪ್ರೋತ್ಸಾಹಿಸುವ ಉದ್ದೇಶದಿಂದ ಈ ಸ್ಪರ್ಧೆಯನ್ನು ಆಯೋಜಿಸಲಾಗಿದೆ. ಉತ್ತಮ ತಳಿಯ ರಾಸುಗಳ ಸಾಕಾಣಿಕೆ, ಮೇವು ನಿರ್ವಹಣೆ ಹಾಗೂ ಶುದ್ಧ ಹಾಲು ಉತ್ಪಾದನೆ ಕುರಿತು ತರಬೇತಿ ನೀಡಲಾಗುವುದು. ಪ್ರತಿ ದಿನ ಒಕ್ಕೂಟಕ್ಕೆ 200-300 ಲೀಟರ್ ಹಾಲು ಸರಬರಾಜು ಮಾಡುವ ಗ್ರಾಮಗಳಲ್ಲಿ ಈ ಕಾರ್ಯಕ್ರಮ ನಡೆಯಲಿದೆ. ಆಸಕ್ತ ರೈತರು ತಮ್ಮ ಹೆಸರನ್ನು ಆಯಾ ಗ್ರಾಮದ ಹಾಲು ಉತ್ಪಾದಕರ ಸಹಕಾರ ಸಂಘದಲ್ಲಿ ನೋಂದಾಯಿಸಿಕೊಳ್ಳಬೇಕು. ಸ್ಪರ್ಧೆಯ ವಿಜೇತರಿಗೆ ತಾಲ್ಲೂಕು ಮಟ್ಟದ ಕಾರ್ಯಕ್ರಮದಲ್ಲಿ ಬಹುಮಾನ ವಿತರಿಸಲಾಗುವುದು ಎಂದು ಇಲಾಖೆಯ ಅಧಿಕಾರಿಗಳು ತಿಳಿಸಿದ್ದಾರೆ. ಹೈನುಗಾರಿಕೆಯನ್ನು ಪ್ರೋತ್ಸಾಹಿಸುವ ಉದ್ದೇಶದಿಂದ ಈ ಸ್ಪರ್ಧೆಯನ್ನು ಆಯೋಜಿಸಲಾಗಿದೆ. ಉತ್ತಮ ತಳಿಯ ರಾಸುಗಳ ಸಾಕಾಣಿಕೆ, ಮೇವು ನಿರ್ವಹಣೆ ಹಾಗೂ ಶುದ್ಧ ಹಾಲು ಉತ್ಪಾದನೆ ಕುರಿತು ತರಬೇತಿ ನೀಡಲಾಗುವುದು. ದಿನಾಂಕ: 1-12-2025 ರ ಸಂಜೆ 5 ರಿಂದ 6 ಸಮಯದಲ್ಲಿ ಹರಿಯಬ್ಬೆ ಗ್ರಾಮದಲ್ಲಿ ಹಾಗೂ ದಿನಾಂಕ: 2-12-2025 ರ ಬೆಳಿಗ್ಗೆ 6 ರಿಂದ 7 ಸಮಯದಲ್ಲಿ ಹಂದನಕೆರೆ ಗ್ರಾಮದಲ್ಲಿ ಸ್ಪರ್ಧೆ ನಡೆಯಲಿದೆ. ಅತಿ ಹೆಚ್ಚು ಹಾಲು ಕರೆದ ರೈತರಿಗೆ ಒಟ್ಟು ರೂ-11000 ಮೌಲ್ಯದ ಬಹುಮಾನ ವಿತರಿಸಲಾಗುವುದು ಎಂದು ಪ್ರಕಟಣೆಯಲ್ಲಿ ತಿಳಿಸಿದ್ದಾರೆ. — [1128, 1287, 1324, 2063]
dharmasthala-article-headline: ಧರ್ಮಸ್ಥಳದ ಕಾರ್ಯಕ್ರಮ ಸರ್ಕಾರಕ್ಕೆ ಮಾದರಿ — [499, 827, 1046, 871]
grant-body-bottom: ನಿಷೇಧಿತ ಪದವನ್ನು ಬಳಕೆ ಮಾಡುವ ವ್ಯಕ್ತಿಗಳ ವಿರುದ್ಧ ಜಾತಿ ನಿಂದನೆ ಕೇಸು ದಾಖಲಿಸಲು ಹೊಸ ಕಾಯ್ದೆ ಜಾರಿಗೆ ತರಬೇಕು ಎಂದು ಒತ್ತಾಯಿಸಿದರು. ಮಾಡುತ್ತಿದ್ದೇನೆ. ಬಹುತೇಕ ಸೇವೆಗಳಲ್ಲಿ ಇರುವ ಕಾರಣ, ನಮ್ಮ ಜನಾಂಗದ ಯುವಕರಿಗೆ ಸರ್ಕಾರಿ ಉದ್ಯೋಗದಲ್ಲಿ ಮೀಸಲಾತಿ ನೀಡಬೇಕು ಎಂದು ಆಗ್ರಹಿಸಿದರು. ಸಮಾಜದ ವೃತ್ತಿ ಕೌಶಲ್ಯವನ್ನು ಆಧುನಿಕ ತಂತ್ರಜ್ಞಾನಕ್ಕೆ ತಕ್ಕಂತೆ ಬೆಳೆಸಲು ತರಬೇತಿ ಕೇಂದ್ರಗಳನ್ನು ತೆರೆಯಬೇಕು ಎಂದು ಮನವಿ ಮಾಡಿದರು. ಸುದ್ದಿಗೋಷ್ಠಿಯಲ್ಲಿ ನಿಗಮದ ನಿರ್ದೇಶಕರು, ಜಿಲ್ಲಾ ಘಟಕದ ಅಧ್ಯಕ್ಷರು ಹಾಗೂ ಸಮಾಜದ ಮುಖಂಡರು ಉಪಸ್ಥಿತರಿದ್ದರು. ರಾಜ್ಯದ ಪ್ರತಿ ಜಿಲ್ಲೆಯಲ್ಲೂ ಸಮುದಾಯ ಭವನ ನಿರ್ಮಾಣಕ್ಕೆ ನಿವೇಶನ ನೀಡಬೇಕು ಎಂದು ಒತ್ತಾಯಿಸಿದರು. ನಿಷೇಧಿತ ಪದವನ್ನು ಬಳಕೆ ಮಾಡುವ ವ್ಯಕ್ತಿಗಳ ವಿರುದ್ಧ ಜಾತಿ ನಿಂದನೆ ಕೇಸು ದಾಖಲಿಸಲು ಹೊಸ ಕಾಯ್ದೆ ಜಾರಿಗೆ ತರಬೇಕು ಎಂದು ಒತ್ತಾಯಿಸಿದರು. ಬಹುತೇಕ ಸೇವೆಗಳಲ್ಲಿ ಇರುವ ಕಾರಣ, ನಮ್ಮ ಜನಾಂಗದ ಯುವಕರಿಗೆ ಸರ್ಕಾರಿ ಉದ್ಯೋಗದಲ್ಲಿ ಮೀಸಲಾತಿ ನೀಡಬೇಕು ಎಂದು ಆಗ್ರಹಿಸಿದರು. ಸಮಾಜದ ವೃತ್ತಿ ಕೌಶಲ್ಯವನ್ನು ಆಧುನಿಕ ತಂತ್ರಜ್ಞಾನಕ್ಕೆ ತಕ್ಕಂತೆ ಬೆಳೆಸಲು ತರಬೇತಿ ಕೇಂದ್ರಗಳನ್ನು ತೆರೆಯಬೇಕು ಎಂದು ಮನವಿ ಮಾಡಿದರು. ಸುದ್ದಿಗೋಷ್ಠಿಯಲ್ಲಿ ನಿಗಮದ ನಿರ್ದೇಶಕರು, ಜಿಲ್ಲಾ ಘಟಕದ ಅಧ್ಯಕ್ಷರು ಹಾಗೂ ಸಮಾಜದ ಮುಖಂಡರು ಉಪಸ್ಥಿತರಿದ್ದರು. ರಾಜ್ಯದ ಪ್ರತಿ ಜಿಲ್ಲೆಯಲ್ಲೂ ಸಮುದಾಯ ಭವನ ನಿರ್ಮಾಣಕ್ಕೆ ನಿವೇಶನ ನೀಡಬೇಕು ಎಂದು ಒತ್ತಾಯಿಸಿದರು. — [431, 1973, 883, 2317]
blind-cricket-headline: ಅಂಧ ಮಹಿಳಾ ವಿಶ್ವಕಪ್: ಬಿಜೆಪಿ ಅಭಿನಂದನೆ — [541, 1384, 1004, 1421]
